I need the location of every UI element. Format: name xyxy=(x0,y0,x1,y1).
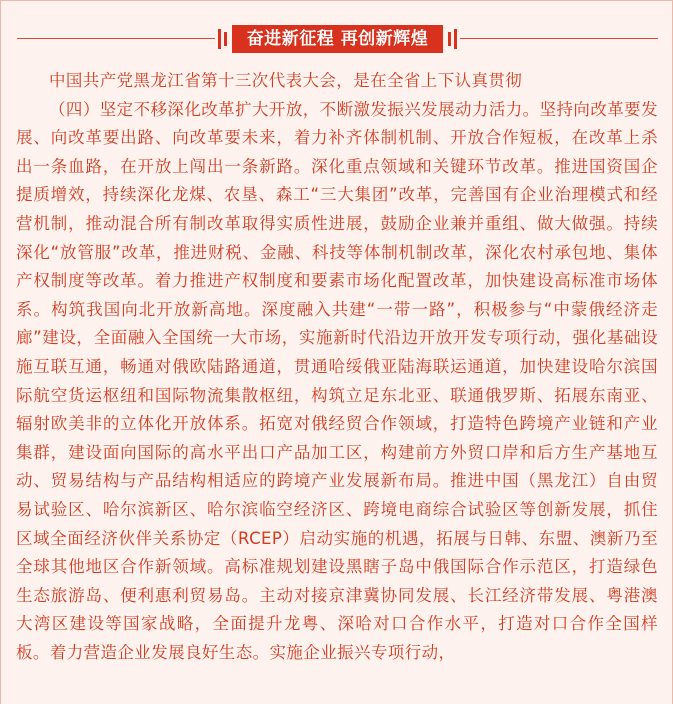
header-bar-decoration xyxy=(224,32,227,46)
section-header xyxy=(1,25,673,53)
header-divider-left xyxy=(17,38,215,39)
header-divider-right xyxy=(460,38,658,39)
section-title: 奋进新征程 再创新辉煌 xyxy=(232,25,443,53)
article-body xyxy=(16,67,658,667)
header-bar-decoration xyxy=(454,29,457,49)
intro-paragraph: 中国共产党黑龙江省第十三次代表大会，是在全省上下认真贯彻 xyxy=(49,71,523,90)
header-bar-decoration xyxy=(218,29,221,49)
body-paragraph: （四）坚定不移深化改革扩大开放，不断激发振兴发展动力活力。坚持向改革要发展、向改革要出路、向改革要未来，着力补齐体制机制、开放合作短板，在改革上杀出一条血路，在开放上闯出一条新路。深化重点领域和关键环节改革。推进国资国企提质增效，持续深化龙煤、农垦、森工“三大集团”改革，完善国有企业治理模式和经营机制，推动混合所有制改革取得实质性进展，鼓励企业兼并重组、做大做强。持续深化“放管服”改革，推进财税、金融、科技等体制机制改革，深化农村承包地、集体产权制度等改革。着力推进产权制度和要素市场化配置改革，加快建设高标准市场体系。构筑我国向北开放新高地。深度融入共建“一带一路”，积极参与“中蒙俄经济走廊”建设，全面融入全国统一大市场，实施新时代沿边开放开发专项行动，强化基础设施互联互通，畅通对俄欧陆路通道，贯通哈绥俄亚陆海联运通道，加快建设哈尔滨国际航空货运枢纽和国际物流集散枢纽，构筑立足东北亚、联通俄罗斯、拓展东南亚、辐射欧美非的立体化开放体系。拓宽对俄经贸合作领域，打造特色跨境产业链和产业集群，建设面向国际的高水平出口产品加工区，构建前方外贸口岸和后方生产基地互动、贸易结构与产品结构相适应的跨境产业发展新布局。推进中国（黑龙江）自由贸易试验区、哈尔滨新区、哈尔滨临空经济区、跨境电商综合试验区等创新发展，抓住区域全面经济伙伴关系协定（RCEP）启动实施的机遇，拓展与日韩、东盟、澳新乃至全球其他地区合作新领域。高标准规划建设黑瞎子岛中俄国际合作示范区，打造绿色生态旅游岛、便利惠利贸易岛。主动对接京津冀协同发展、长江经济带发展、粤港澳大湾区建设等国家战略，全面提升龙粤、深哈对口合作水平，打造对口合作全国样板。着力营造企业发展良好生态。实施企业振兴专项行动， xyxy=(16,99,658,662)
header-bar-decoration xyxy=(448,32,451,46)
